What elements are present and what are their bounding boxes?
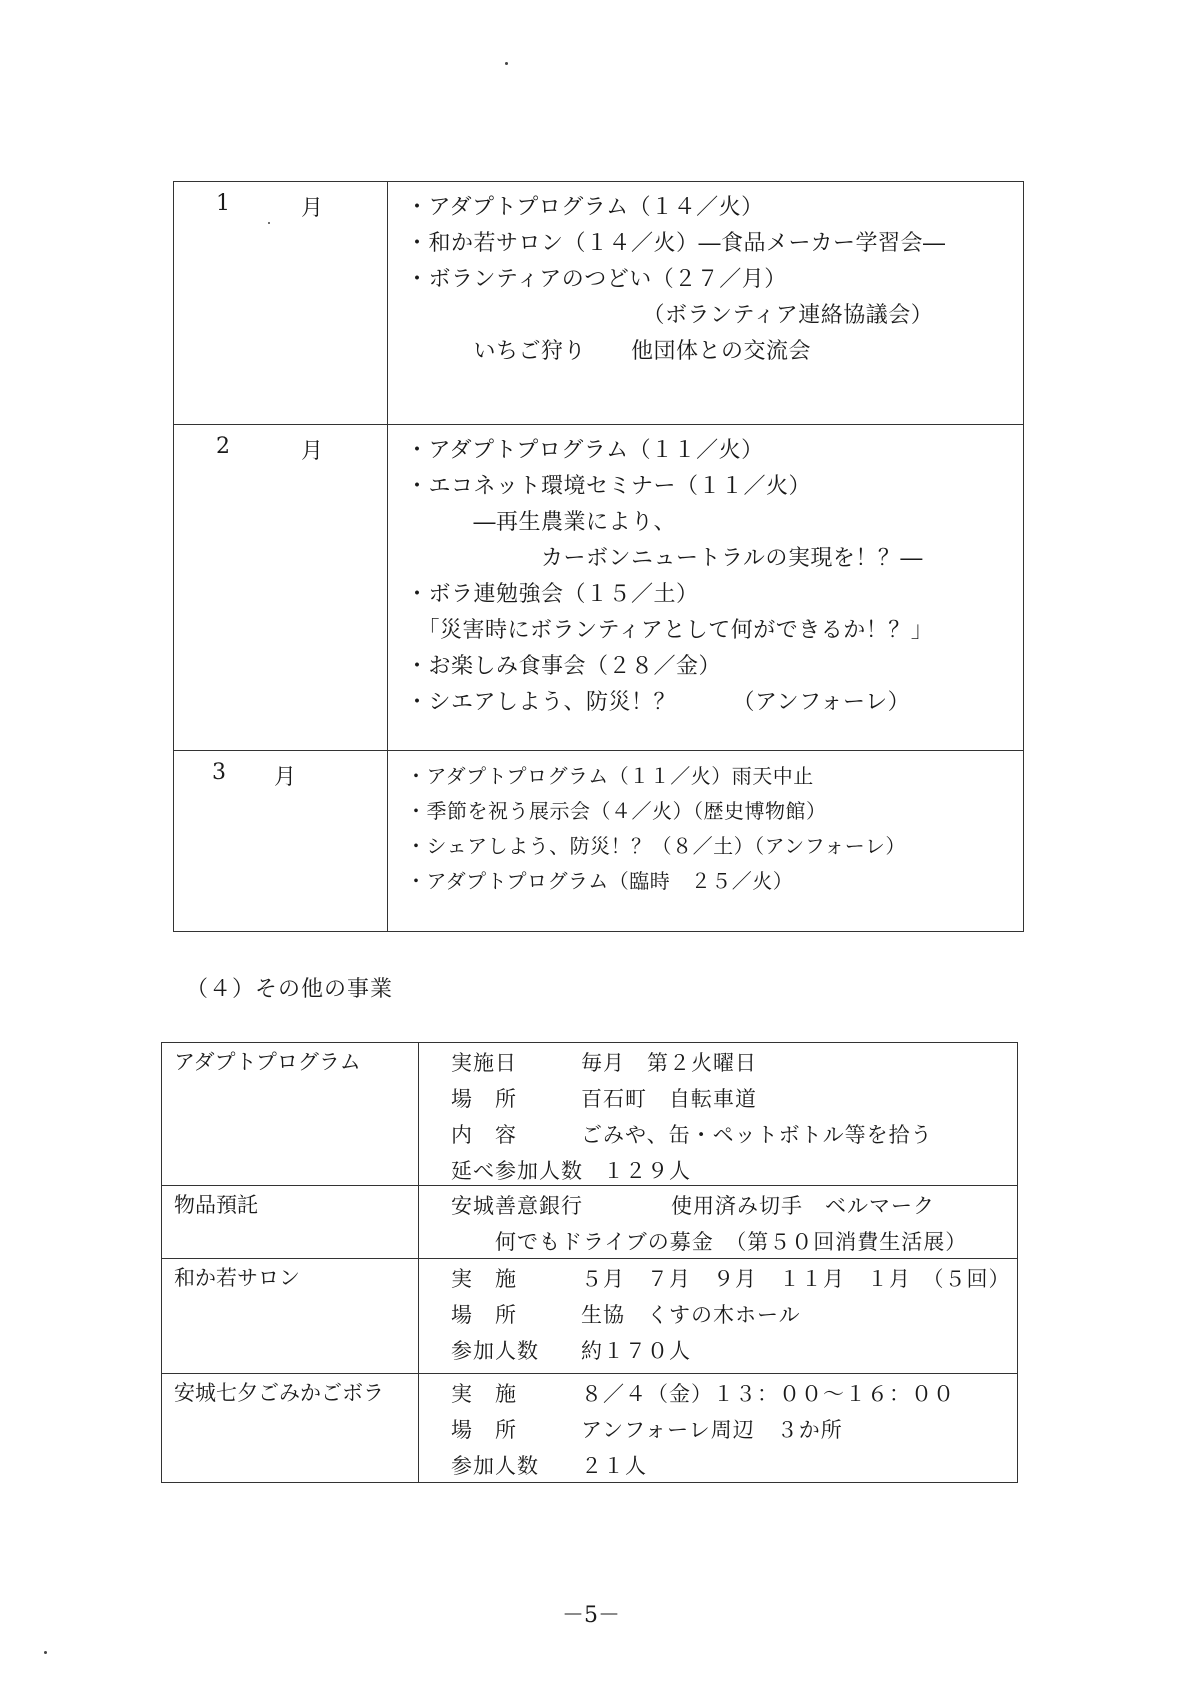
activity-row	[162, 1374, 1017, 1482]
detail-value: ２１人	[581, 1454, 647, 1478]
activity-details	[419, 1374, 1017, 1482]
scan-speck	[505, 62, 508, 65]
detail-value: 何でもドライブの募金 （第５０回消費生活展）	[451, 1230, 968, 1254]
scan-speck	[268, 222, 270, 224]
detail-value: ８／４（金）１３：００～１６：００	[581, 1382, 955, 1406]
event-line: ・ボラ連勉強会（１５／土）	[406, 582, 699, 607]
event-line: （ボランティア連絡協議会）	[406, 303, 934, 328]
event-line: 「災害時にボランティアとして何ができるか！？」	[406, 618, 934, 643]
monthly-schedule-table	[173, 181, 1024, 932]
detail-line	[451, 1412, 1017, 1448]
detail-line	[451, 1333, 1017, 1369]
month-unit: 月	[301, 439, 324, 464]
detail-label: 参加人数	[451, 1454, 539, 1478]
other-activities-table	[161, 1042, 1018, 1483]
event-line: ・アダプトプログラム（臨時 ２５／火）	[406, 869, 794, 893]
month-row-january	[174, 182, 1023, 425]
detail-value: 生協 くすの木ホール	[581, 1303, 801, 1327]
detail-label: 実 施	[451, 1382, 517, 1406]
activity-name: アダプトプログラム	[162, 1043, 419, 1185]
detail-line	[451, 1045, 1017, 1081]
detail-line	[451, 1188, 1017, 1224]
detail-value: 毎月 第２火曜日	[581, 1051, 757, 1075]
detail-line	[451, 1081, 1017, 1117]
activity-details	[419, 1186, 1017, 1258]
detail-value: ごみや、缶・ペットボトル等を拾う	[581, 1123, 933, 1147]
event-line: ―再生農業により、	[406, 510, 677, 535]
month-cell	[174, 425, 388, 750]
detail-label: 場 所	[451, 1418, 517, 1442]
detail-line	[451, 1297, 1017, 1333]
detail-label: 延べ参加人数	[451, 1159, 583, 1183]
scan-speck	[44, 1651, 47, 1654]
month-number: 1	[216, 191, 230, 216]
detail-value: 安城善意銀行 使用済み切手 ベルマーク	[451, 1194, 935, 1218]
events-cell	[388, 182, 1023, 424]
detail-value: 約１７０人	[581, 1339, 691, 1363]
event-line: ・エコネット環境セミナー（１１／火）	[406, 474, 812, 499]
events-cell	[388, 751, 1023, 931]
event-line: ・アダプトプログラム（１１／火）雨天中止	[406, 764, 814, 788]
detail-line	[451, 1376, 1017, 1412]
detail-line	[451, 1117, 1017, 1153]
detail-line	[451, 1448, 1017, 1484]
event-line: ・和か若サロン（１４／火）―食品メーカー学習会―	[406, 231, 946, 256]
event-line: ・シエアしよう、防災！？ （アンフォーレ）	[406, 690, 911, 715]
detail-label: 実施日	[451, 1051, 517, 1075]
detail-line	[451, 1153, 1017, 1189]
month-row-march	[174, 751, 1023, 931]
activity-row	[162, 1259, 1017, 1374]
activity-details	[419, 1259, 1017, 1373]
activity-name: 物品預託	[162, 1186, 419, 1258]
event-line: ・アダプトプログラム（１１／火）	[406, 438, 764, 463]
detail-label: 内 容	[451, 1123, 517, 1147]
activity-details	[419, 1043, 1017, 1185]
detail-label: 場 所	[451, 1087, 517, 1111]
activity-row	[162, 1186, 1017, 1259]
event-line: ・ボランティアのつどい（２７／月）	[406, 267, 787, 292]
month-number: 3	[212, 760, 226, 785]
month-cell	[174, 751, 388, 931]
activity-name: 和か若サロン	[162, 1259, 419, 1373]
detail-value: １２９人	[581, 1159, 691, 1183]
activity-name: 安城七夕ごみかごボラ	[162, 1374, 419, 1482]
detail-line	[451, 1224, 1017, 1260]
event-line: いちご狩り 他団体との交流会	[406, 339, 812, 364]
section-heading: （４）その他の事業	[186, 977, 394, 1002]
event-line: ・シェアしよう、防災！？（８／土）（アンフォーレ）	[406, 834, 906, 858]
activity-row	[162, 1043, 1017, 1186]
month-unit: 月	[301, 196, 324, 221]
detail-label: 実 施	[451, 1267, 517, 1291]
month-unit: 月	[274, 765, 297, 790]
month-row-february	[174, 425, 1023, 751]
detail-label: 参加人数	[451, 1339, 539, 1363]
page-number: －5－	[562, 1603, 620, 1628]
detail-value: ５月 ７月 ９月 １１月 １月 （５回）	[581, 1267, 1011, 1291]
event-line: ・お楽しみ食事会（２８／金）	[406, 654, 722, 679]
events-cell	[388, 425, 1023, 750]
event-line: ・アダプトプログラム（１４／火）	[406, 195, 764, 220]
month-number: 2	[216, 434, 230, 459]
detail-value: 百石町 自転車道	[581, 1087, 757, 1111]
detail-line	[451, 1261, 1017, 1297]
event-line: ・季節を祝う展示会（４／火）（歴史博物館）	[406, 799, 827, 823]
event-line: カーボンニュートラルの実現を！？―	[406, 546, 923, 571]
month-cell	[174, 182, 388, 424]
detail-label: 場 所	[451, 1303, 517, 1327]
detail-value: アンフォーレ周辺 ３か所	[581, 1418, 843, 1442]
